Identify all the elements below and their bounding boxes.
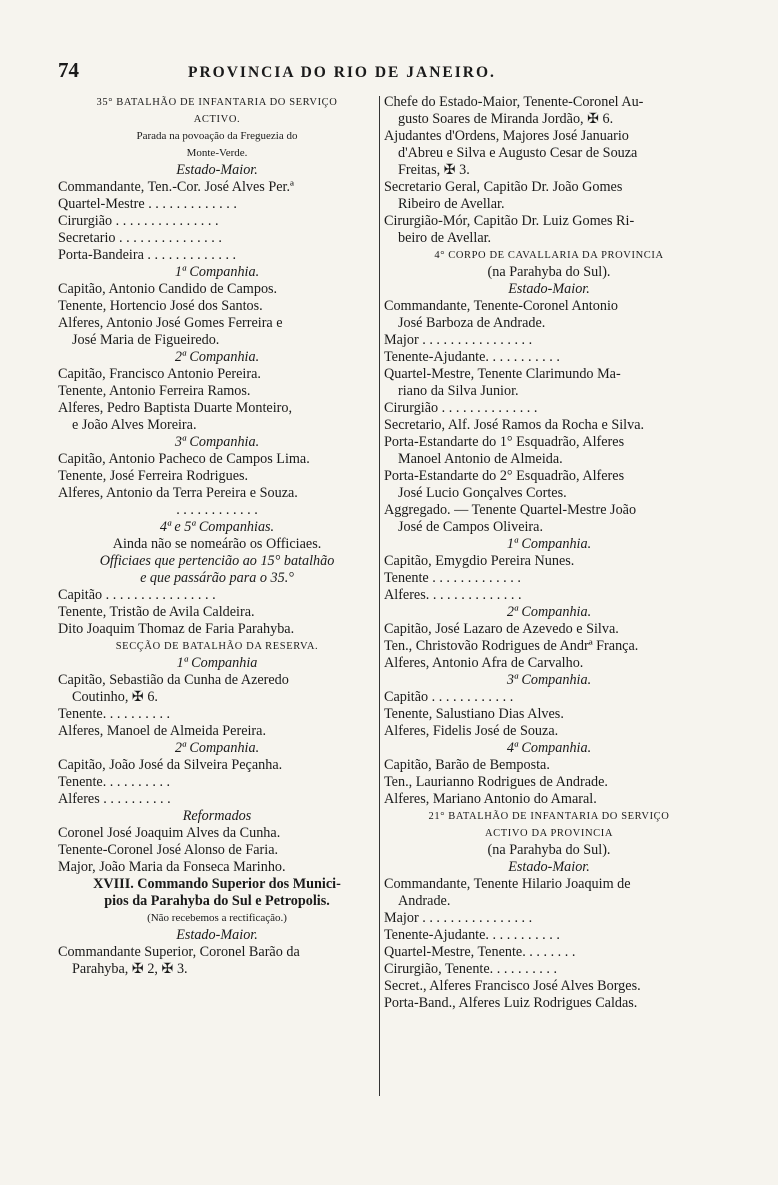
right-line: 4° CORPO DE CAVALLARIA DA PROVINCIA	[434, 250, 664, 261]
right-line: Secretario, Alf. José Ramos da Rocha e Silva.	[384, 417, 645, 433]
left-line: e João Alves Moreira.	[72, 417, 197, 433]
right-line: Quartel-Mestre, Tenente. . . . . . . .	[384, 944, 576, 960]
right-line: Cirurgião-Mór, Capitão Dr. Luiz Gomes Ri-	[384, 213, 635, 229]
right-line: d'Abreu e Silva e Augusto Cesar de Souza	[398, 145, 638, 161]
right-line: Ribeiro de Avellar.	[398, 196, 505, 212]
right-line: Capitão . . . . . . . . . . . .	[384, 689, 514, 705]
right-line: Alferes, Mariano Antonio do Amaral.	[384, 791, 597, 807]
left-line: 3ª Companhia.	[174, 434, 260, 450]
left-line: Tenente, Tristão de Avila Caldeira.	[58, 604, 255, 620]
right-line: 2ª Companhia.	[506, 604, 592, 620]
left-line: Capitão, Sebastião da Cunha de Azeredo	[58, 672, 289, 688]
column-divider	[379, 96, 380, 1096]
left-line: Reformados	[182, 808, 252, 824]
left-line: Parahyba, ✠ 2, ✠ 3.	[72, 961, 188, 977]
left-line: Tenente. . . . . . . . . .	[58, 706, 171, 722]
right-column	[384, 94, 714, 1012]
right-line: Estado-Maior.	[508, 859, 590, 875]
right-line: Ajudantes d'Ordens, Majores José Januario	[384, 128, 629, 144]
left-line: José Maria de Figueiredo.	[72, 332, 220, 348]
right-line: 21° BATALHÃO DE INFANTARIA DO SERVIÇO	[428, 811, 670, 822]
right-line: Porta-Estandarte do 2° Esquadrão, Alferes	[384, 468, 625, 484]
right-line: Quartel-Mestre, Tenente Clarimundo Ma-	[384, 366, 621, 382]
left-line: (Não recebemos a rectificação.)	[147, 912, 287, 924]
left-line: Tenente, José Ferreira Rodrigues.	[58, 468, 249, 484]
right-line: Capitão, José Lazaro de Azevedo e Silva.	[384, 621, 619, 637]
left-line: Alferes, Manoel de Almeida Pereira.	[58, 723, 267, 739]
right-line: Cirurgião, Tenente. . . . . . . . . .	[384, 961, 558, 977]
right-line: Tenente, Salustiano Dias Alves.	[384, 706, 564, 722]
left-line: Alferes, Antonio José Gomes Ferreira e	[58, 315, 283, 331]
left-line: Tenente-Coronel José Alonso de Faria.	[58, 842, 279, 858]
right-line: (na Parahyba do Sul).	[487, 842, 611, 858]
right-line: 3ª Companhia.	[506, 672, 592, 688]
left-line: ACTIVO.	[193, 114, 241, 125]
right-line: Porta-Estandarte do 1° Esquadrão, Alferes	[384, 434, 625, 450]
right-line: Major . . . . . . . . . . . . . . . .	[384, 332, 533, 348]
left-line: Alferes, Pedro Baptista Duarte Monteiro,	[58, 400, 293, 416]
right-line: Secret., Alferes Francisco José Alves Borges.	[384, 978, 641, 994]
right-line: Estado-Maior.	[508, 281, 590, 297]
left-line: Alferes . . . . . . . . . .	[58, 791, 171, 807]
left-line: Alferes, Antonio da Terra Pereira e Souza.	[58, 485, 298, 501]
left-line: Tenente, Hortencio José dos Santos.	[58, 298, 263, 314]
left-line: Capitão, Antonio Candido de Campos.	[58, 281, 278, 297]
left-line: Dito Joaquim Thomaz de Faria Parahyba.	[58, 621, 295, 637]
right-line: Alferes, Antonio Afra de Carvalho.	[384, 655, 584, 671]
left-line: 2ª Companhia.	[174, 349, 260, 365]
right-line: (na Parahyba do Sul).	[487, 264, 611, 280]
left-line: SECÇÃO DE BATALHÃO DA RESERVA.	[115, 641, 319, 652]
right-line: Capitão, Emygdio Pereira Nunes.	[384, 553, 575, 569]
left-line: Estado-Maior.	[176, 162, 258, 178]
right-line: riano da Silva Junior.	[398, 383, 519, 399]
left-line: Quartel-Mestre . . . . . . . . . . . . .	[58, 196, 237, 212]
right-line: Capitão, Barão de Bemposta.	[384, 757, 550, 773]
left-line: pios da Parahyba do Sul e Petropolis.	[104, 893, 330, 909]
left-line: Coronel José Joaquim Alves da Cunha.	[58, 825, 281, 841]
right-line: 1ª Companhia.	[506, 536, 592, 552]
right-line: Cirurgião . . . . . . . . . . . . . .	[384, 400, 538, 416]
left-line: Porta-Bandeira . . . . . . . . . . . . .	[58, 247, 237, 263]
left-line: Officiaes que pertencião ao 15° batalhão	[99, 553, 335, 569]
book-page	[58, 58, 718, 1118]
left-line: Commandante, Ten.-Cor. José Alves Per.ª	[58, 179, 294, 195]
right-line: ACTIVO DA PROVINCIA	[484, 828, 614, 839]
left-column	[58, 94, 376, 978]
left-line: Commandante Superior, Coronel Barão da	[58, 944, 300, 960]
right-line: Commandante, Tenente Hilario Joaquim de	[384, 876, 631, 892]
left-line: . . . . . . . . . . . .	[176, 502, 258, 518]
left-line: Estado-Maior.	[176, 927, 258, 943]
right-line: Tenente-Ajudante. . . . . . . . . . .	[384, 927, 560, 943]
right-line: gusto Soares de Miranda Jordão, ✠ 6.	[398, 111, 614, 127]
running-title: PROVINCIA DO RIO DE JANEIRO.	[188, 64, 496, 81]
left-line: 35° BATALHÃO DE INFANTARIA DO SERVIÇO	[96, 97, 338, 108]
right-line: Major . . . . . . . . . . . . . . . .	[384, 910, 533, 926]
left-line: Coutinho, ✠ 6.	[72, 689, 158, 705]
right-line: Freitas, ✠ 3.	[398, 162, 470, 178]
left-line: Tenente. . . . . . . . . .	[58, 774, 171, 790]
left-line: Cirurgião . . . . . . . . . . . . . . .	[58, 213, 219, 229]
right-line: Aggregado. — Tenente Quartel-Mestre João	[384, 502, 637, 518]
right-line: Porta-Band., Alferes Luiz Rodrigues Caldas.	[384, 995, 638, 1011]
right-line: Alferes, Fidelis José de Souza.	[384, 723, 559, 739]
right-line: Secretario Geral, Capitão Dr. João Gomes	[384, 179, 623, 195]
left-line: 1ª Companhia	[176, 655, 258, 671]
left-line: Secretario . . . . . . . . . . . . . . .	[58, 230, 222, 246]
right-line: Ten., Christovão Rodrigues de Andrª França.	[384, 638, 639, 654]
right-line: Alferes. . . . . . . . . . . . . .	[384, 587, 522, 603]
right-line: 4ª Companhia.	[506, 740, 592, 756]
right-line: beiro de Avellar.	[398, 230, 492, 246]
page-number: 74	[58, 58, 79, 82]
left-line: Capitão . . . . . . . . . . . . . . . .	[58, 587, 216, 603]
left-line: 2ª Companhia.	[174, 740, 260, 756]
right-line: Ten., Laurianno Rodrigues de Andrade.	[384, 774, 608, 790]
right-line: Tenente . . . . . . . . . . . . .	[384, 570, 521, 586]
right-line: Tenente-Ajudante. . . . . . . . . . .	[384, 349, 560, 365]
left-line: Tenente, Antonio Ferreira Ramos.	[58, 383, 251, 399]
left-line: Parada na povoação da Freguezia do	[136, 130, 298, 142]
left-line: Ainda não se nomeárão os Officiaes.	[112, 536, 322, 552]
left-line: 1ª Companhia.	[174, 264, 260, 280]
right-line: José Lucio Gonçalves Cortes.	[398, 485, 567, 501]
left-line: XVIII. Commando Superior dos Munici-	[93, 876, 341, 892]
left-line: 4ª e 5ª Companhias.	[159, 519, 275, 535]
two-column-body	[58, 94, 718, 1104]
right-line: José Barboza de Andrade.	[398, 315, 546, 331]
left-line: Capitão, Antonio Pacheco de Campos Lima.	[58, 451, 310, 467]
page-header	[58, 58, 718, 88]
left-line: e que passárão para o 35.°	[140, 570, 294, 586]
left-line: Capitão, João José da Silveira Peçanha.	[58, 757, 283, 773]
left-line: Monte-Verde.	[186, 147, 248, 159]
right-line: Chefe do Estado-Maior, Tenente-Coronel Au-	[384, 94, 644, 110]
right-line: José de Campos Oliveira.	[398, 519, 543, 535]
right-line: Commandante, Tenente-Coronel Antonio	[384, 298, 618, 314]
left-line: Major, João Maria da Fonseca Marinho.	[58, 859, 286, 875]
right-line: Andrade.	[398, 893, 451, 909]
left-line: Capitão, Francisco Antonio Pereira.	[58, 366, 261, 382]
right-line: Manoel Antonio de Almeida.	[398, 451, 563, 467]
